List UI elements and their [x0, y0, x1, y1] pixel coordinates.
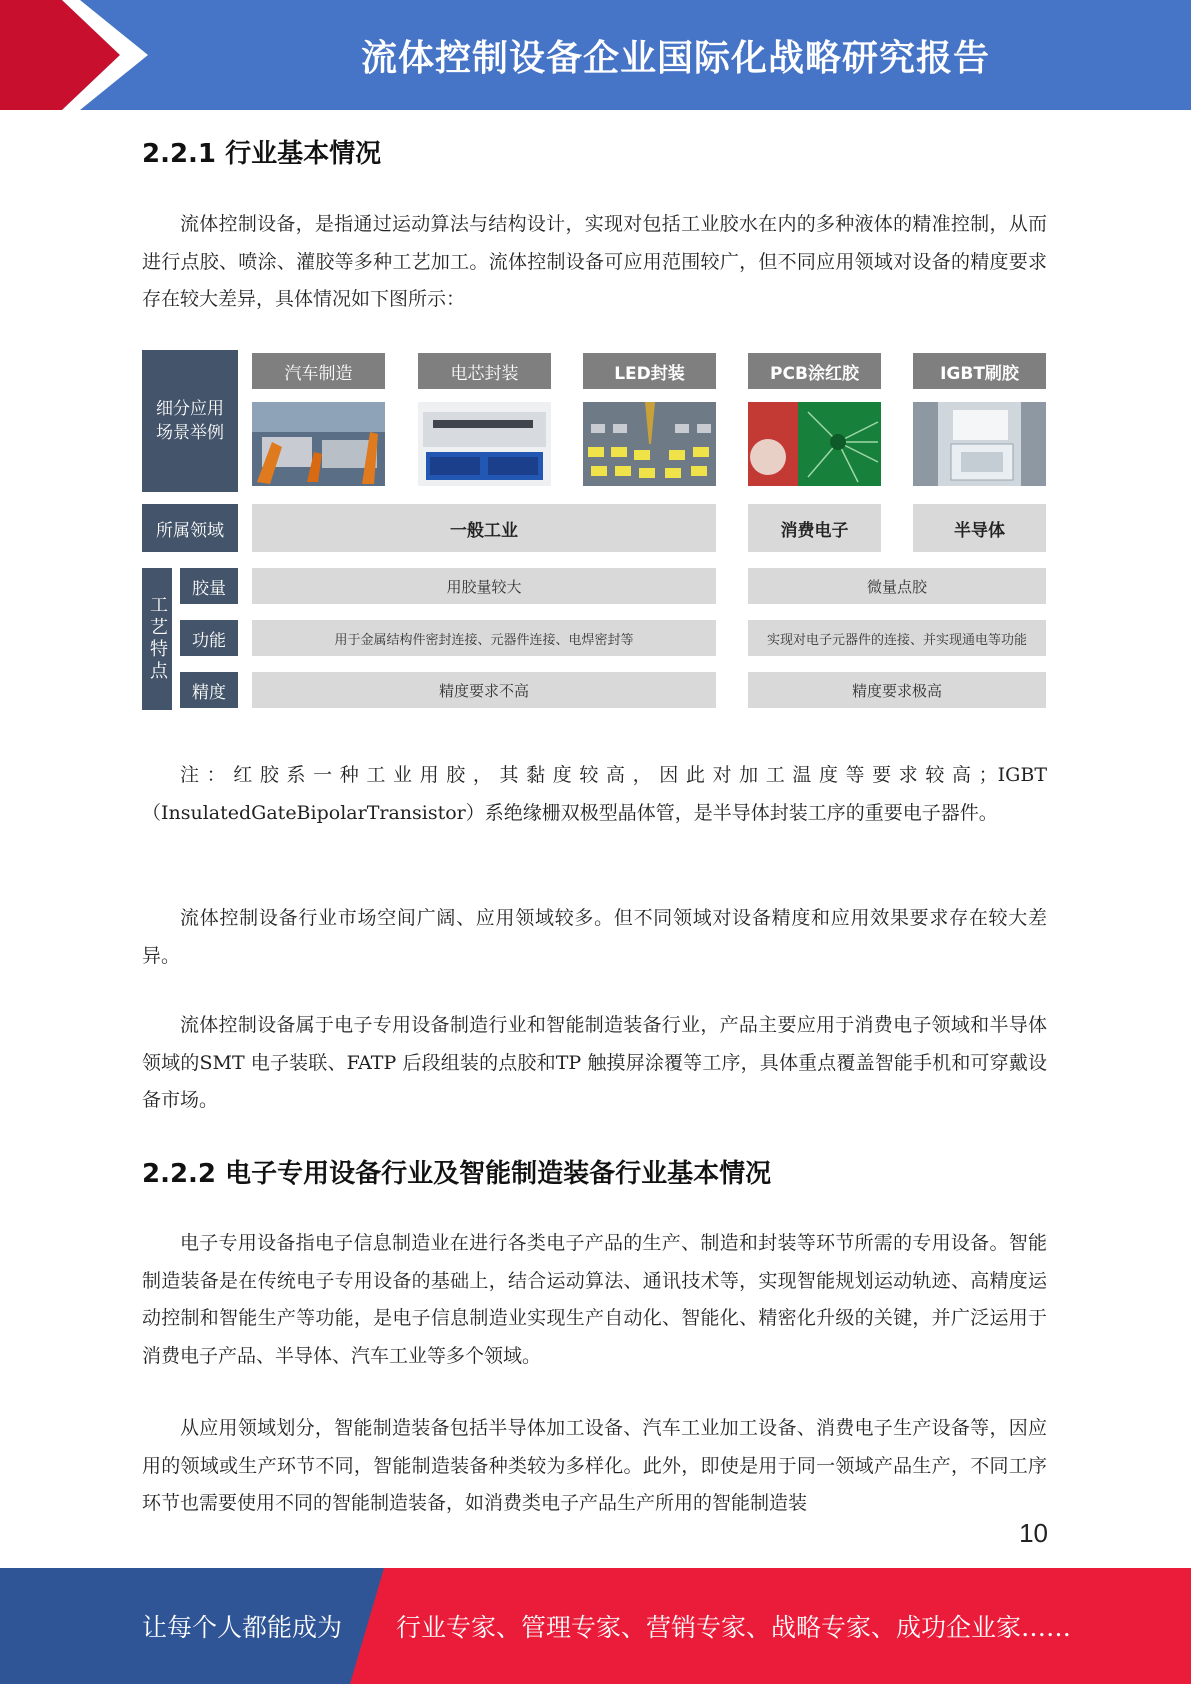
- note-paragraph: 注：红胶系一种工业用胶，其黏度较高，因此对加工温度等要求较高；IGBT（InsulatedGateBipolarTransistor）系绝缘栅双极型晶体管，是半导体封装工序的重要电子器件。: [142, 764, 1047, 824]
- paragraph: 流体控制设备属于电子专用设备制造行业和智能制造装备行业，产品主要应用于消费电子领域和半导体领域的SMT 电子装联、FATP 后段组装的点胶和TP 触摸屏涂覆等工序，具体重点覆盖智能手机和可穿戴设备市场。: [142, 1014, 1047, 1111]
- igbt-photo: [913, 402, 1046, 486]
- scene-label: LED封装: [583, 353, 716, 389]
- page-number: 10: [1019, 1518, 1048, 1548]
- footer-slogan-left: 让每个人都能成为: [142, 1613, 343, 1642]
- precision-general: 精度要求不高: [252, 672, 716, 708]
- battery-cell-photo: [418, 402, 551, 486]
- precision-micro: 精度要求极高: [748, 672, 1046, 708]
- function-micro: 实现对电子元器件的连接、并实现通电等功能: [748, 620, 1046, 656]
- function-general: 用于金属结构件密封连接、元器件连接、电焊密封等: [252, 620, 716, 656]
- row-label-function: 功能: [180, 620, 238, 656]
- glue-micro: 微量点胶: [748, 568, 1046, 604]
- row-label-scenes: 细分应用场景举例: [142, 350, 238, 492]
- paragraph: 从应用领域划分，智能制造装备包括半导体加工设备、汽车工业加工设备、消费电子生产设备等，因应用的领域或生产环节不同，智能制造装备种类较为多样化。此外，即使是用于同一领域产品生产，不同工序环节也需要使用不同的智能制造装备，如消费类电子产品生产所用的智能制造装: [142, 1417, 1047, 1514]
- domain-consumer-electronics: 消费电子: [748, 504, 881, 552]
- footer-slogan-right: 行业专家、管理专家、营销专家、战略专家、成功企业家……: [396, 1613, 1072, 1642]
- row-label-domain: 所属领域: [142, 504, 238, 552]
- scene-label: PCB涂红胶: [748, 353, 881, 389]
- led-photo: [583, 402, 716, 486]
- automotive-photo: [252, 402, 385, 486]
- paragraph: 流体控制设备行业市场空间广阔、应用领域较多。但不同领域对设备精度和应用效果要求存在较大差异。: [142, 907, 1047, 967]
- report-title: 流体控制设备企业国际化战略研究报告: [360, 37, 990, 79]
- paragraph: 电子专用设备指电子信息制造业在进行各类电子产品的生产、制造和封装等环节所需的专用设备。智能制造装备是在传统电子专用设备的基础上，结合运动算法、通讯技术等，实现智能规划运动轨迹、高精度运动控制和智能生产等功能，是电子信息制造业实现生产自动化、智能化、精密化升级的关键，并广泛运用于消费电子产品、半导体、汽车工业等多个领域。: [142, 1232, 1047, 1367]
- row-label-glue: 胶量: [180, 568, 238, 604]
- scene-label: 汽车制造: [252, 353, 385, 389]
- paragraph: 流体控制设备，是指通过运动算法与结构设计，实现对包括工业胶水在内的多种液体的精准控制，从而进行点胶、喷涂、灌胶等多种工艺加工。流体控制设备可应用范围较广，但不同应用领域对设备的精度要求存在较大差异，具体情况如下图所示：: [142, 213, 1047, 310]
- domain-semiconductor: 半导体: [913, 504, 1046, 552]
- row-label-precision: 精度: [180, 672, 238, 708]
- application-figure: [142, 350, 1047, 710]
- section-heading-2-2-1: 2.2.1 行业基本情况: [142, 139, 382, 169]
- domain-general-industry: 一般工业: [252, 504, 716, 552]
- scene-label: IGBT刷胶: [913, 353, 1046, 389]
- process-features-label: 工艺特点: [142, 568, 172, 710]
- scene-label: 电芯封装: [418, 353, 551, 389]
- glue-general: 用胶量较大: [252, 568, 716, 604]
- section-heading-2-2-2: 2.2.2 电子专用设备行业及智能制造装备行业基本情况: [142, 1159, 772, 1189]
- pcb-photo: [748, 402, 881, 486]
